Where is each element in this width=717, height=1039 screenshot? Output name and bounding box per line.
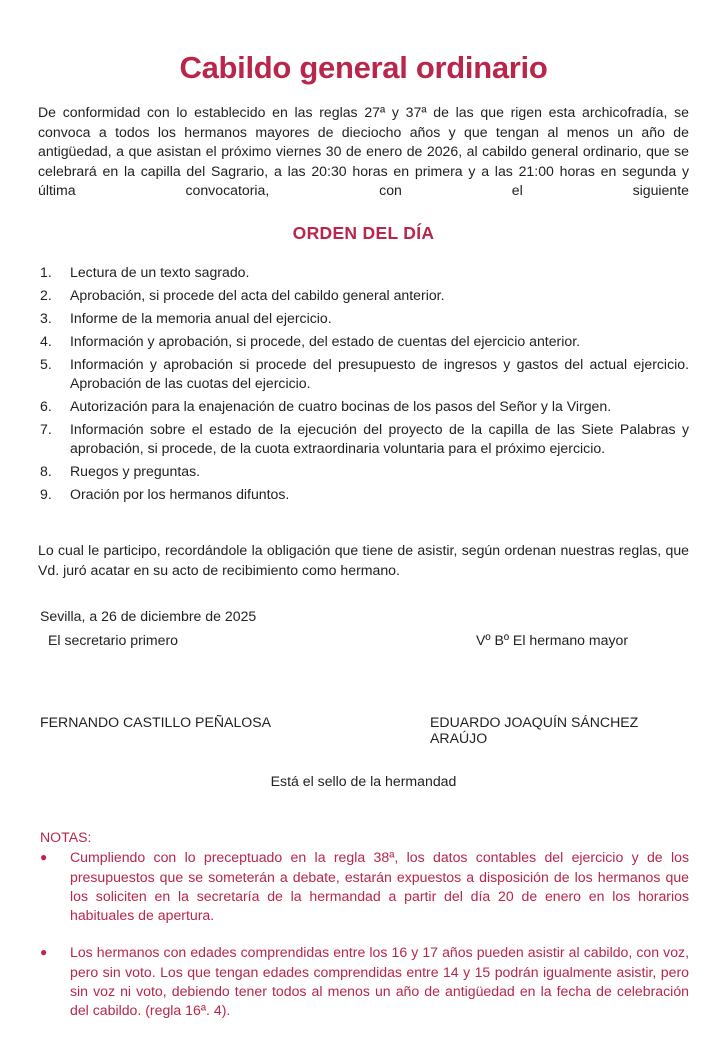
page-title: Cabildo general ordinario: [179, 50, 548, 85]
agenda-item-number: 4.: [40, 333, 52, 349]
agenda-item-text: Información y aprobación, si procede, del estado de cuentas del ejercicio anterior.: [70, 333, 581, 349]
note-item: [38, 848, 689, 925]
agenda-item-text: Lectura de un texto sagrado.: [70, 264, 250, 280]
agenda-item-number: 6.: [40, 398, 52, 414]
agenda-item: [38, 332, 689, 351]
agenda-item-number: 1.: [40, 264, 52, 280]
agenda-item-number: 3.: [40, 310, 52, 326]
agenda-item-text: Ruegos y preguntas.: [70, 463, 201, 479]
agenda-heading: ORDEN DEL DÍA: [292, 223, 435, 243]
agenda-item-number: 5.: [40, 356, 52, 372]
agenda-item: [38, 462, 689, 481]
agenda-item: [38, 263, 689, 282]
bullet-icon: ●: [40, 945, 48, 960]
agenda-item-text: Informe de la memoria anual del ejercicio.: [70, 310, 332, 326]
closing-paragraph: Lo cual le participo, recordándole la obligación que tiene de asistir, según ordenan nuestras reglas, que Vd. juró acatar en su acto de recibimiento como hermano.: [38, 542, 689, 578]
agenda-item-number: 9.: [40, 486, 52, 502]
agenda-item: [38, 420, 689, 458]
notes-section: [38, 828, 689, 1039]
agenda-item-text: Oración por los hermanos difuntos.: [70, 486, 290, 502]
agenda-list: [38, 263, 689, 508]
notes-title: NOTAS:: [40, 829, 92, 845]
note-text: Los hermanos con edades comprendidas entre los 16 y 17 años pueden asistir al cabildo, con voz, pero sin voto. Los que tengan edades comprendidas entre 14 y 15 podrán igualmente asistir, pero sin voz ni voto, debiendo tener todos al menos un año de antigüedad en la fecha de celebración del cabildo. (regla 16ª. 4).: [70, 944, 689, 1019]
agenda-item-text: Información sobre el estado de la ejecución del proyecto de la capilla de las Siete Palabras y aprobación, si procede, de la cuota extraordinaria voluntaria para el próximo ejercicio.: [70, 421, 689, 456]
agenda-item: [38, 309, 689, 328]
seal-note: Está el sello de la hermandad: [270, 773, 457, 789]
hermano-mayor-name: EDUARDO JOAQUÍN SÁNCHEZ ARAÚJO: [430, 714, 639, 746]
agenda-item: [38, 397, 689, 416]
agenda-item: [38, 286, 689, 305]
bullet-icon: ●: [40, 850, 48, 865]
agenda-item-text: Autorización para la enajenación de cuatro bocinas de los pasos del Señor y la Virgen.: [70, 398, 612, 414]
secretary-role: El secretario primero: [48, 632, 179, 648]
agenda-item-number: 2.: [40, 287, 52, 303]
note-item: [38, 943, 689, 1020]
signature-date: Sevilla, a 26 de diciembre de 2025: [40, 608, 257, 624]
agenda-item-number: 7.: [40, 421, 52, 437]
agenda-item-number: 8.: [40, 463, 52, 479]
hermano-mayor-role: Vº Bº El hermano mayor: [476, 632, 629, 648]
secretary-name: FERNANDO CASTILLO PEÑALOSA: [40, 714, 272, 730]
note-text: Cumpliendo con lo preceptuado en la regla 38ª, los datos contables del ejercicio y de los presupuestos que se someterán a debate, estarán expuestos a disposición de los hermanos que los soliciten en la secretaría de la hermandad a partir del día 20 de enero en los horarios habituales de apertura.: [70, 849, 689, 924]
intro-paragraph: De conformidad con lo establecido en las reglas 27ª y 37ª de las que rigen esta archicofradía, se convoca a todos los hermanos mayores de dieciocho años y que tengan al menos un año de antigüedad, a que asistan el próximo viernes 30 de enero de 2026, al cabildo general ordinario, que se celebrará en la capilla del Sagrario, a las 20:30 horas en primera y a las 21:00 horas en segunda y última convocatoria, con el siguiente: [38, 104, 689, 198]
agenda-item-text: Aprobación, si procede del acta del cabildo general anterior.: [70, 287, 445, 303]
agenda-item: [38, 485, 689, 504]
agenda-item-text: Información y aprobación si procede del presupuesto de ingresos y gastos del actual ejercicio. Aprobación de las cuotas del ejercicio.: [70, 356, 689, 391]
agenda-item: [38, 355, 689, 393]
